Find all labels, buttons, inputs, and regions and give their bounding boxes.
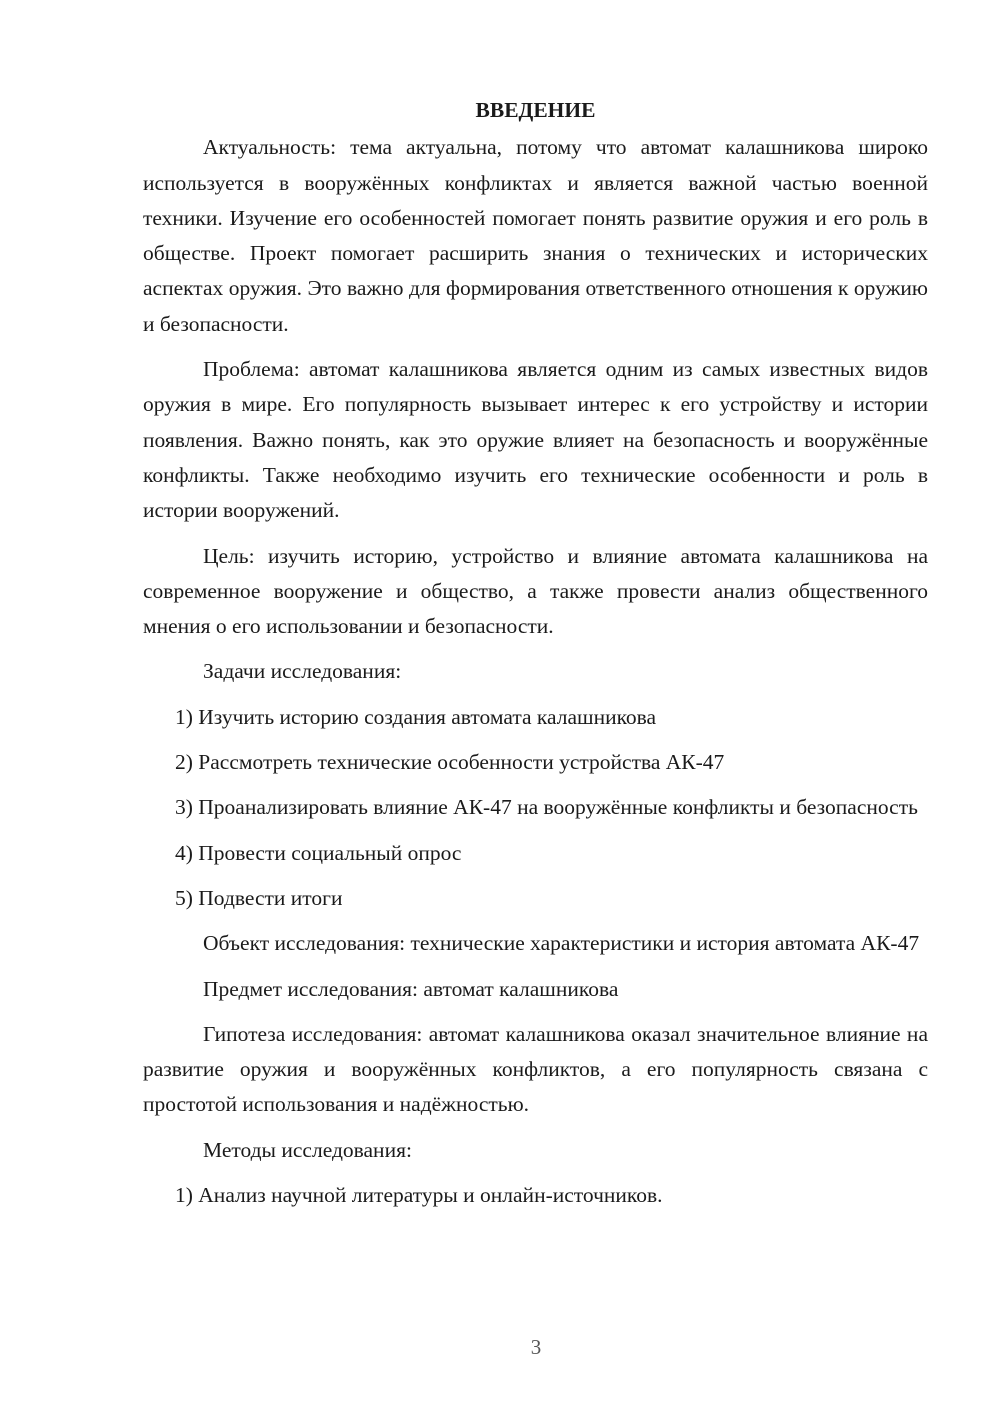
subject-paragraph: Предмет исследования: автомат калашникова <box>203 976 619 1001</box>
relevance-paragraph: Актуальность: тема актуальна, потому что автомат калашникова широко используется в вооружённых конфликтах и является важной частью военной техники. Изучение его особенностей помогает понять развитие оружия и его роль в обществе. Проект помогает расширить знания о технических и исторических аспектах оружия. Это важно для формирования ответственного отношения к оружию и безопасности. <box>143 135 928 336</box>
page-title: ВВЕДЕНИЕ <box>475 98 596 122</box>
method-item: 1) Анализ научной литературы и онлайн-источников. <box>175 1183 663 1208</box>
problem-paragraph: Проблема: автомат калашникова является одним из самых известных видов оружия в мире. Его популярность вызывает интерес к его устройству и истории появления. Важно понять, как это оружие влияет на безопасность и вооружённые конфликты. Также необходимо изучить его технические особенности и роль в истории вооружений. <box>143 357 928 523</box>
tasks-heading: Задачи исследования: <box>203 659 402 684</box>
hypothesis-paragraph: Гипотеза исследования: автомат калашникова оказал значительное влияние на развитие оружия и вооружённых конфликтов, а его популярность связана с простотой использования и надёжностью. <box>143 1021 928 1117</box>
task-item: 5) Подвести итоги <box>175 885 343 910</box>
task-item: 3) Проанализировать влияние АК-47 на вооружённые конфликты и безопасность <box>175 795 918 820</box>
task-item: 1) Изучить историю создания автомата калашникова <box>175 704 657 729</box>
object-paragraph: Объект исследования: технические характеристики и история автомата АК-47 <box>203 931 920 956</box>
page-number: 3 <box>530 1335 542 1359</box>
task-item: 2) Рассмотреть технические особенности устройства АК-47 <box>175 750 725 775</box>
methods-heading: Методы исследования: <box>203 1137 412 1162</box>
page-content <box>143 93 928 1223</box>
goal-paragraph: Цель: изучить историю, устройство и влияние автомата калашникова на современное вооружение и общество, а также провести анализ общественного мнения о его использовании и безопасности. <box>143 543 928 639</box>
task-item: 4) Провести социальный опрос <box>175 840 462 865</box>
